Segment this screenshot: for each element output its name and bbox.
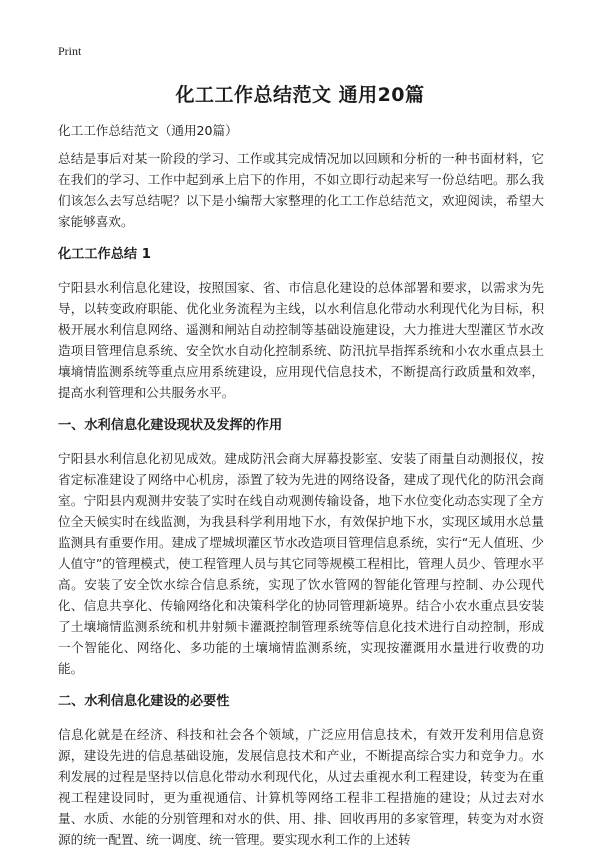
document-subtitle: 化工工作总结范文（通用20篇） <box>58 123 238 138</box>
subheading-status: 一、水利信息化建设现状及发挥的作用 <box>58 418 283 433</box>
section-heading-1: 化工工作总结 1 <box>58 247 151 262</box>
status-paragraph: 宁阳县水利信息化初见成效。建成防汛会商大屏幕投影室、安装了雨量自动测报仪，按省定标准建设了网络中心机房，添置了较为先进的网络设备，建成了现代化的防汛会商室。宁阳县内观测井安装了实时在线自动观测传输设备，地下水位变化动态实现了全方位全天候实时在线监测，为我县科学利用地下水，有效保护地下水，实现区域用水总量监测具有重要作用。建成了堽城坝灌区节水改造项目管理信息系统，实行“无人值班、少人值守”的管理模式，使工程管理人员与其它同等规模工程相比，管理人员少、管理水平高。安装了安全饮水综合信息系统，实现了饮水管网的智能化管理与控制、办公现代化、信息共享化、传输网络化和决策科学化的协同管理新境界。结合小农水重点县安装了土壤墒情监测系统和机井射频卡灌溉控制管理系统等信息化技术进行自动控制，形成一个智能化、网络化、多功能的土壤墒情监测系统，实现按灌溉用水量进行收费的功能。 <box>58 451 544 676</box>
print-label: Print <box>58 44 82 58</box>
subheading-necessity: 二、水利信息化建设的必要性 <box>58 694 230 709</box>
document-body <box>58 120 544 862</box>
section1-paragraph: 宁阳县水利信息化建设，按照国家、省、市信息化建设的总体部署和要求，以需求为先导，以转变政府职能、优化业务流程为主线，以水利信息化带动水利现代化为目标，积极开展水利信息网络、遥测和闸站自动控制等基础设施建设，大力推进大型灌区节水改造项目管理信息系统、安全饮水自动化控制系统、防汛抗旱指挥系统和小农水重点县土壤墒情监测系统等重点应用系统建设，应用现代信息技术，不断提高行政质量和效率，提高水利管理和公共服务水平。 <box>58 280 544 400</box>
intro-paragraph: 总结是事后对某一阶段的学习、工作或其完成情况加以回顾和分析的一种书面材料，它在我们的学习、工作中起到承上启下的作用，不如立即行动起来写一份总结吧。那么我们该怎么去写总结呢？以下是小编帮大家整理的化工工作总结范文，欢迎阅读，希望大家能够喜欢。 <box>58 151 544 229</box>
necessity-paragraph: 信息化就是在经济、科技和社会各个领域，广泛应用信息技术，有效开发利用信息资源，建设先进的信息基础设施，发展信息技术和产业，不断提高综合实力和竞争力。水利发展的过程是坚持以信息化带动水利现代化，从过去重视水利工程建设，转变为在重视工程建设同时，更为重视通信、计算机等网络工程非工程措施的建设；从过去对水量、水质、水能的分别管理和对水的供、用、排、回收再用的多家管理，转变为对水资源的统一配置、统一调度、统一管理。要实现水利工作的上述转 <box>58 727 544 847</box>
page-title: 化工工作总结范文 通用20篇 <box>175 84 425 106</box>
